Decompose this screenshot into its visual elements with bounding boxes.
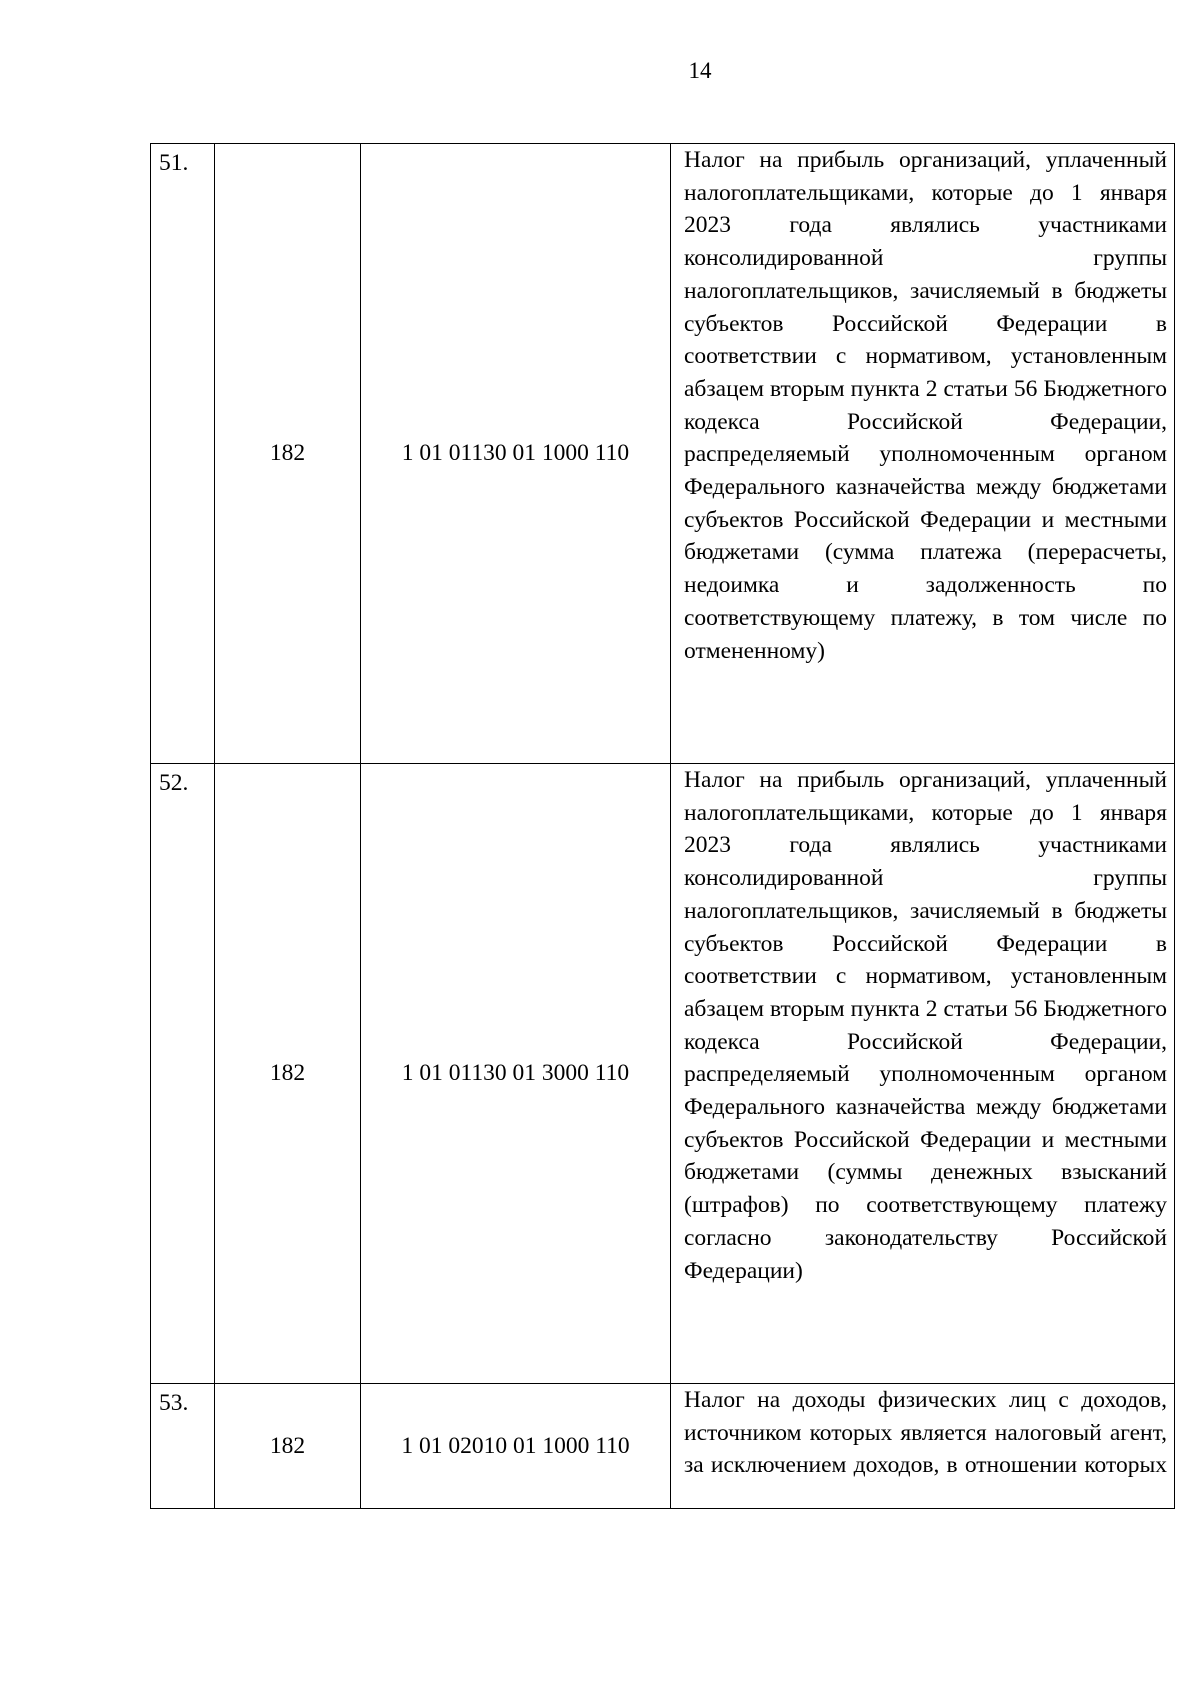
revenue-description: Налог на доходы физических лиц с доходов, источником которых является налоговый агент, за исключением доходов, в отношении которых: [671, 1384, 1175, 1509]
table-row: [151, 144, 1175, 764]
table-row: [151, 764, 1175, 1384]
row-number: 53.: [151, 1384, 215, 1509]
admin-code: 182: [215, 144, 361, 764]
budget-codes-table: [150, 143, 1175, 1509]
table-row: [151, 1384, 1175, 1509]
row-number: 52.: [151, 764, 215, 1384]
revenue-description: Налог на прибыль организаций, уплаченный налогоплательщиками, которые до 1 января 2023 года являлись участниками консолидированной группы налогоплательщиков, зачисляемый в бюджеты субъектов Российской Федерации в соответствии с нормативом, установленным абзацем вторым пункта 2 статьи 56 Бюджетного кодекса Российской Федерации, распределяемый уполномоченным органом Федерального казначейства между бюджетами субъектов Российской Федерации и местными бюджетами (сумма платежа (перерасчеты, недоимка и задолженность по соответствующему платежу, в том числе по отмененному): [671, 144, 1175, 764]
admin-code: 182: [215, 764, 361, 1384]
budget-classification-code: 1 01 01130 01 3000 110: [361, 764, 671, 1384]
row-number: 51.: [151, 144, 215, 764]
budget-classification-code: 1 01 01130 01 1000 110: [361, 144, 671, 764]
revenue-description: Налог на прибыль организаций, уплаченный налогоплательщиками, которые до 1 января 2023 года являлись участниками консолидированной группы налогоплательщиков, зачисляемый в бюджеты субъектов Российской Федерации в соответствии с нормативом, установленным абзацем вторым пункта 2 статьи 56 Бюджетного кодекса Российской Федерации, распределяемый уполномоченным органом Федерального казначейства между бюджетами субъектов Российской Федерации и местными бюджетами (суммы денежных взысканий (штрафов) по соответствующему платежу согласно законодательству Российской Федерации): [671, 764, 1175, 1384]
admin-code: 182: [215, 1384, 361, 1509]
page-number: 14: [688, 58, 712, 83]
budget-classification-code: 1 01 02010 01 1000 110: [361, 1384, 671, 1509]
